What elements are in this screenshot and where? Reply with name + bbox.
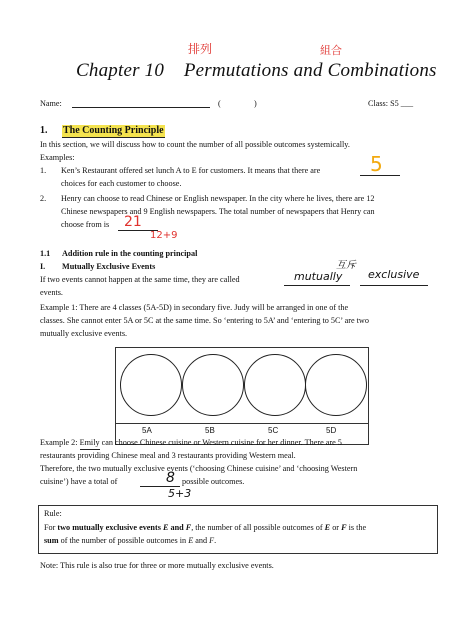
rule-line-2: sum of the number of possible outcomes in E and F. bbox=[44, 536, 217, 545]
part-number: I. bbox=[40, 262, 46, 271]
sub-example-1-line-1: Example 1: There are 4 classes (5A-5D) in secondary five. Judy will be arranged in one of the bbox=[40, 303, 349, 312]
class-label: Class: S5 ___ bbox=[368, 99, 414, 108]
class-number-paren-open: ( bbox=[218, 99, 221, 108]
sub-example-1-line-2: classes. She cannot enter 5A or 5C at the same time. So ‘entering to 5A’ and ‘entering to 5C’ are two bbox=[40, 316, 369, 325]
example-1-answer: 5 bbox=[370, 152, 383, 176]
sub-example-2-answer: 8 bbox=[166, 470, 175, 486]
example-2-working: 12+9 bbox=[150, 230, 178, 241]
label-5d: 5D bbox=[326, 426, 337, 435]
definition-line-2: events. bbox=[40, 288, 63, 297]
emily-name: Emily bbox=[80, 437, 100, 450]
circle-5c bbox=[244, 354, 306, 416]
class-number-paren-close: ) bbox=[254, 99, 257, 108]
classes-diagram bbox=[115, 347, 369, 424]
title-topic: Permutations and Combinations bbox=[183, 60, 437, 81]
subsection-number: 1.1 bbox=[40, 249, 51, 258]
mutually-exclusive-annotation: 互斥 bbox=[336, 260, 356, 271]
example-2-line-3: choose from is bbox=[61, 220, 110, 229]
subsection-heading: Addition rule in the counting principal bbox=[62, 249, 198, 258]
rule-note: Note: This rule is also true for three or more mutually exclusive events. bbox=[40, 561, 274, 570]
label-5c: 5C bbox=[268, 426, 279, 435]
sub-example-2-line-1: Example 2: Emily can choose Chinese cuisine or Western cuisine for her dinner. There are 5 bbox=[40, 437, 342, 450]
example-2-line-2: Chinese newspapers and 9 English newspapers. The total number of newspapers that Henry can bbox=[61, 207, 375, 216]
definition-blank-1[interactable] bbox=[284, 285, 350, 286]
example-1-line-1: Ken’s Restaurant offered set lunch A to E for customers. It means that there are bbox=[61, 166, 321, 175]
definition-line-1: If two events cannot happen at the same time, they are called bbox=[40, 275, 240, 284]
example-1-line-2: choices for each customer to choose. bbox=[61, 179, 182, 188]
sub-example-2-line-3: Therefore, the two mutually exclusive events (‘choosing Chinese cuisine’ and ‘choosing Western bbox=[40, 464, 358, 473]
rule-line-1: For two mutually exclusive events E and F, the number of all possible outcomes of E or F is the bbox=[44, 523, 367, 532]
definition-answer-2: exclusive bbox=[368, 268, 420, 281]
example-2-line-1: Henry can choose to read Chinese or English newspaper. In the city where he lives, there are 12 bbox=[61, 194, 375, 203]
example-2-number: 2. bbox=[40, 194, 47, 203]
section-intro: In this section, we will discuss how to count the number of all possible outcomes systemically. bbox=[40, 140, 350, 149]
sub-example-2-working: 5+3 bbox=[168, 487, 192, 500]
name-row bbox=[40, 98, 62, 110]
name-field[interactable] bbox=[72, 107, 210, 108]
examples-label: Examples: bbox=[40, 153, 75, 162]
circle-5a bbox=[120, 354, 182, 416]
annotation-combination: 組合 bbox=[320, 44, 342, 57]
section-number: 1. bbox=[40, 125, 48, 136]
sub-example-2-line-4-post: possible outcomes. bbox=[182, 477, 245, 486]
label-5b: 5B bbox=[205, 426, 215, 435]
circle-5d bbox=[305, 354, 367, 416]
rule-label: Rule: bbox=[44, 509, 62, 518]
definition-answer-1: mutually bbox=[294, 270, 343, 283]
title-chapter: Chapter 10 bbox=[76, 60, 165, 81]
sub-example-2-line-2: restaurants providing Chinese meal and 3 restaurants providing Western meal. bbox=[40, 451, 296, 460]
definition-blank-2[interactable] bbox=[360, 285, 428, 286]
example-1-number: 1. bbox=[40, 166, 47, 175]
page-title bbox=[76, 60, 437, 82]
sub-example-2-line-4: cuisine’) have a total of bbox=[40, 477, 118, 486]
part-heading: Mutually Exclusive Events bbox=[62, 262, 156, 271]
name-label: Name: bbox=[40, 99, 62, 108]
section-heading: The Counting Principle bbox=[63, 125, 164, 136]
example-2-answer: 21 bbox=[124, 214, 142, 230]
annotation-permutation: 排列 bbox=[188, 42, 213, 56]
label-5a: 5A bbox=[142, 426, 152, 435]
sub-example-1-line-3: mutually exclusive events. bbox=[40, 329, 128, 338]
circle-5b bbox=[182, 354, 244, 416]
